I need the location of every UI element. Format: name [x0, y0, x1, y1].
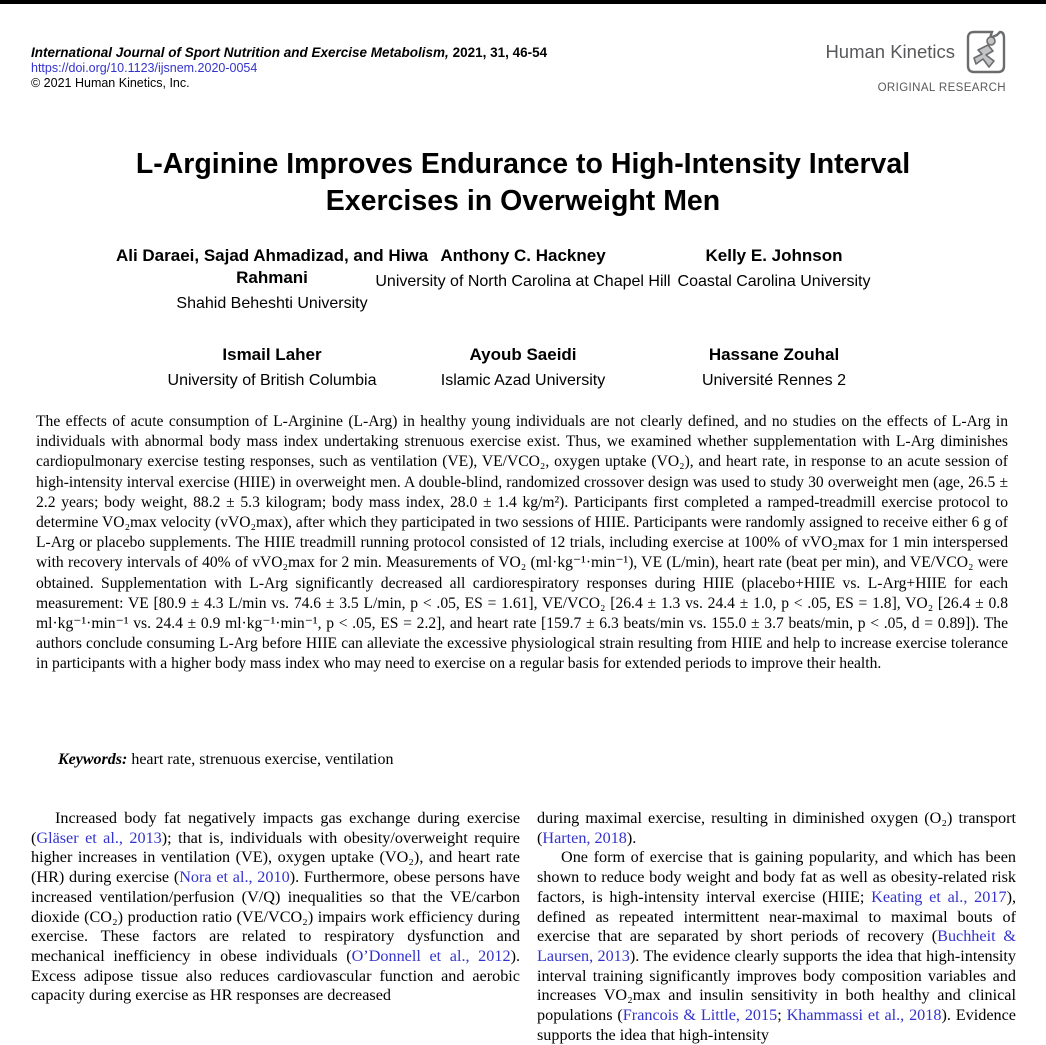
body-text: ;	[777, 1006, 787, 1025]
author-block	[609, 344, 939, 391]
author-name: Anthony C. Hackney	[440, 246, 606, 265]
author-affiliation: Islamic Azad University	[440, 372, 606, 389]
body-paragraph	[31, 809, 520, 1006]
author-affiliation: University of British Columbia	[167, 372, 377, 389]
body-text: ). Furthermore, obese persons have increased ventilation/perfusion (V/Q) inequalities so that the VE/carbon dioxide (CO₂) production ratio (VE/VCO₂) impairs work efficiency during exercise. These factors are related to respiratory dysfunction and mechanical inefficiency in obese individuals (	[31, 868, 520, 965]
page-top-rule	[0, 0, 1046, 4]
keywords-items: heart rate, strenuous exercise, ventilation	[127, 751, 394, 768]
copyright-line: © 2021 Human Kinetics, Inc.	[31, 76, 190, 90]
doi-link[interactable]: https://doi.org/10.1123/ijsnem.2020-0054	[31, 61, 258, 75]
body-paragraph	[537, 809, 1016, 848]
human-kinetics-runner-icon	[964, 30, 1006, 74]
citation-link[interactable]: Harten, 2018	[542, 828, 627, 847]
keywords-label: Keywords:	[58, 751, 128, 768]
author-name: Ayoub Saeidi	[469, 345, 577, 364]
citation-link[interactable]: Khammassi et al., 2018	[786, 1006, 942, 1025]
author-affiliation: University of North Carolina at Chapel Hill	[375, 273, 671, 290]
citation-link[interactable]: Francois & Little, 2015	[622, 1006, 778, 1025]
body-text: ).	[626, 828, 637, 847]
author-name: Ismail Laher	[222, 345, 322, 364]
citation-link[interactable]: Buchheit & Laursen, 2013	[537, 927, 1016, 965]
body-text: ). The evidence clearly supports the idea that high-intensity interval training significantly improves body composition variables and increases VO₂max and insulin sensitivity in both healthy and clinical populations (	[537, 946, 1016, 1025]
journal-name: International Journal of Sport Nutrition and Exercise Metabolism,	[31, 45, 449, 60]
journal-issue: 2021, 31, 46-54	[448, 45, 548, 60]
author-name: Ali Daraei, Sajad Ahmadizad, and Hiwa Rahmani	[115, 246, 429, 287]
body-text: ), defined as repeated intermittent near-maximal to maximal bouts of exercise that are separated by short periods of recovery (	[537, 887, 1016, 946]
body-paragraph	[537, 848, 1016, 1045]
author-name: Hassane Zouhal	[708, 345, 840, 364]
journal-citation-line	[31, 44, 547, 61]
body-text: Increased body fat negatively impacts gas exchange during exercise (	[31, 809, 520, 847]
journal-header	[31, 44, 547, 91]
body-text: ). Excess adipose tissue also reduces cardiovascular function and aerobic capacity during exercise as HR responses are decreased	[31, 946, 520, 1005]
keywords-line	[58, 751, 393, 769]
author-block	[609, 245, 939, 292]
publisher-name: Human Kinetics	[825, 41, 955, 62]
body-text: One form of exercise that is gaining popularity, and which has been shown to reduce body weight and body fat as well as obesity-related risk factors, is high-intensity interval exercise (HIIE;	[537, 848, 1016, 906]
citation-link[interactable]: O’Donnell et al., 2012	[351, 946, 511, 965]
article-title-line1: L-Arginine Improves Endurance to High-Intensity Interval	[135, 148, 911, 180]
body-text: ); that is, individuals with obesity/overweight require higher increases in ventilation (VE), oxygen uptake (VO₂), and heart rate (HR) during exercise (	[31, 828, 520, 887]
article-type-label: ORIGINAL RESEARCH	[877, 82, 1006, 94]
article-title-line2: Exercises in Overweight Men	[325, 185, 721, 217]
author-affiliation: Université Rennes 2	[701, 372, 847, 389]
author-name: Kelly E. Johnson	[705, 246, 843, 265]
citation-link[interactable]: Keating et al., 2017	[871, 887, 1007, 906]
article-title	[0, 146, 1046, 220]
abstract-text: The effects of acute consumption of L-Arginine (L-Arg) in healthy young individuals are not clearly defined, and no studies on the effects of L-Arg in individuals with abnormal body mass index undertaking strenuous exercise exist. Thus, we examined whether supplementation with L-Arg diminishes cardiopulmonary exercise testing responses, such as ventilation (VE), VE/VCO₂, oxygen uptake (VO₂), and heart rate, in response to an acute session of high-intensity interval exercise (HIIE) in overweight men. A double-blind, randomized crossover design was used to study 30 overweight men (age, 26.5 ± 2.2 years; body weight, 88.2 ± 5.3 kilogram; body mass index, 28.0 ± 1.4 kg/m²). Participants first completed a ramped-treadmill exercise protocol to determine VO₂max velocity (vVO₂max), after which they participated in two sessions of HIIE. Participants were randomly assigned to receive either 6 g of L-Arg or placebo supplements. The HIIE treadmill running protocol consisted of 12 trials, including exercise at 100% of vVO₂max for 1 min interspersed with recovery intervals of 40% of vVO₂max for 2 min. Measurements of VO₂ (ml·kg⁻¹·min⁻¹), VE (L/min), heart rate (beat per min), and VE/VCO₂ were obtained. Supplementation with L-Arg significantly decreased all cardiorespiratory responses during HIIE (placebo+HIIE vs. L-Arg+HIIE for each measurement: VE [80.9 ± 4.3 L/min vs. 74.6 ± 3.5 L/min, p < .05, ES = 1.61], VE/VCO₂ [26.4 ± 1.3 vs. 24.4 ± 1.0, p < .05, ES = 1.8], VO₂ [26.4 ± 0.8 ml·kg⁻¹·min⁻¹ vs. 24.4 ± 0.9 ml·kg⁻¹·min⁻¹, p < .05, ES = 2.2], and heart rate [159.7 ± 6.3 beats/min vs. 155.0 ± 3.7 beats/min, p < .05, d = 0.89]). The authors conclude consuming L-Arg before HIIE can alleviate the excessive physiological strain resulting from HIIE and help to increase exercise tolerance in participants with a higher body mass index who may need to exercise on a regular basis for extended periods to improve their health.	[36, 413, 1008, 673]
author-affiliation: Shahid Beheshti University	[176, 295, 368, 312]
citation-link[interactable]: Gläser et al., 2013	[36, 828, 162, 847]
citation-link[interactable]: Nora et al., 2010	[179, 868, 290, 887]
body-left-column	[31, 809, 520, 1006]
publisher-brand	[825, 30, 1006, 74]
body-right-column	[537, 809, 1016, 1045]
author-affiliation: Coastal Carolina University	[677, 273, 871, 290]
body-text: ). Evidence supports the idea that high-intensity	[537, 1006, 1016, 1044]
body-text: during maximal exercise, resulting in diminished oxygen (O₂) transport (	[537, 809, 1016, 847]
